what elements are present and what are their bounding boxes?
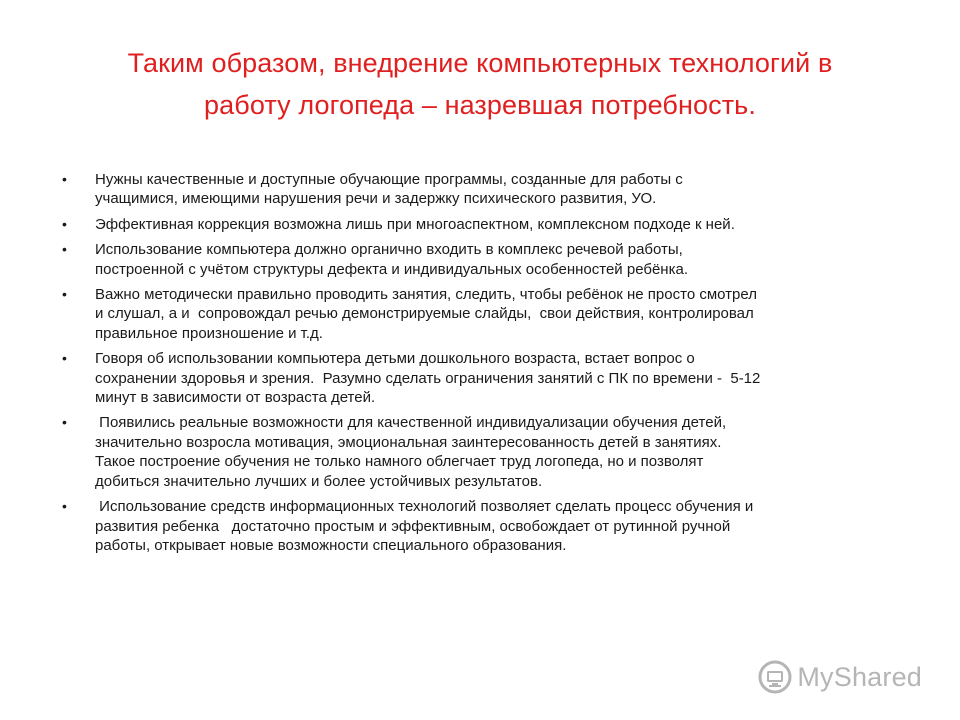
bullet-item-6 — [62, 413, 912, 491]
bullet-marker: • — [62, 350, 67, 367]
bullet-marker: • — [62, 498, 67, 515]
bullet-line: Важно методически правильно проводить занятия, следить, чтобы ребёнок не просто смотрел — [95, 286, 757, 304]
bullet-marker: • — [62, 171, 67, 187]
bullet-line: Использование средств информационных технологий позволяет сделать процесс обучения и — [95, 498, 754, 516]
bullet-marker: • — [62, 286, 67, 303]
bullet-list — [62, 170, 912, 561]
bullet-item-5 — [62, 349, 912, 407]
bullet-line: добиться значительно лучших и более устойчивых результатов. — [95, 472, 543, 490]
bullet-item-1 — [62, 170, 912, 209]
myshared-logo-icon — [758, 660, 792, 694]
bullet-item-3 — [62, 240, 912, 279]
bullet-line: учащимися, имеющими нарушения речи и задержку психического развития, УО. — [95, 190, 657, 208]
bullet-line: правильное произношение и т.д. — [95, 324, 323, 342]
bullet-marker: • — [62, 241, 67, 258]
myshared-watermark[interactable] — [758, 660, 922, 694]
bullet-line: Такое построение обучения не только намного облегчает труд логопеда, но и позволят — [95, 453, 704, 471]
bullet-marker: • — [62, 414, 67, 431]
bullet-line: Использование компьютера должно органично входить в комплекс речевой работы, — [95, 241, 683, 259]
bullet-line: построенной с учётом структуры дефекта и индивидуальных особенностей ребёнка. — [95, 260, 688, 278]
slide-title-line-1: Таким образом, внедрение компьютерных технологий в — [127, 48, 833, 78]
bullet-item-2 — [62, 215, 912, 234]
watermark-text: MyShared — [797, 661, 922, 692]
bullet-marker: • — [62, 215, 67, 232]
bullet-item-7 — [62, 497, 912, 555]
slide-title-line-2: работу логопеда – назревшая потребность. — [204, 90, 756, 120]
bullet-line: развития ребенка достаточно простым и эффективным, освобождает от рутинной ручной — [95, 517, 731, 535]
bullet-line: работы, открывает новые возможности специального образования. — [95, 536, 567, 554]
slide-title — [60, 42, 900, 126]
bullet-line: минут в зависимости от возраста детей. — [95, 389, 376, 407]
bullet-line: значительно возросла мотивация, эмоциональная заинтересованность детей в занятиях. — [95, 433, 722, 451]
bullet-line: Нужны качественные и доступные обучающие программы, созданные для работы с — [95, 171, 683, 188]
bullet-item-4 — [62, 285, 912, 343]
bullet-line: сохранении здоровья и зрения. Разумно сделать ограничения занятий с ПК по времени - 5-12 — [95, 369, 761, 387]
bullet-line: Эффективная коррекция возможна лишь при многоаспектном, комплексном подходе к ней. — [95, 215, 735, 233]
bullet-line: и слушал, а и сопровождал речью демонстрируемые слайды, свои действия, контролировал — [95, 305, 754, 323]
bullet-line: Говоря об использовании компьютера детьми дошкольного возраста, встает вопрос о — [95, 350, 695, 368]
bullet-line: Появились реальные возможности для качественной индивидуализации обучения детей, — [95, 414, 727, 432]
